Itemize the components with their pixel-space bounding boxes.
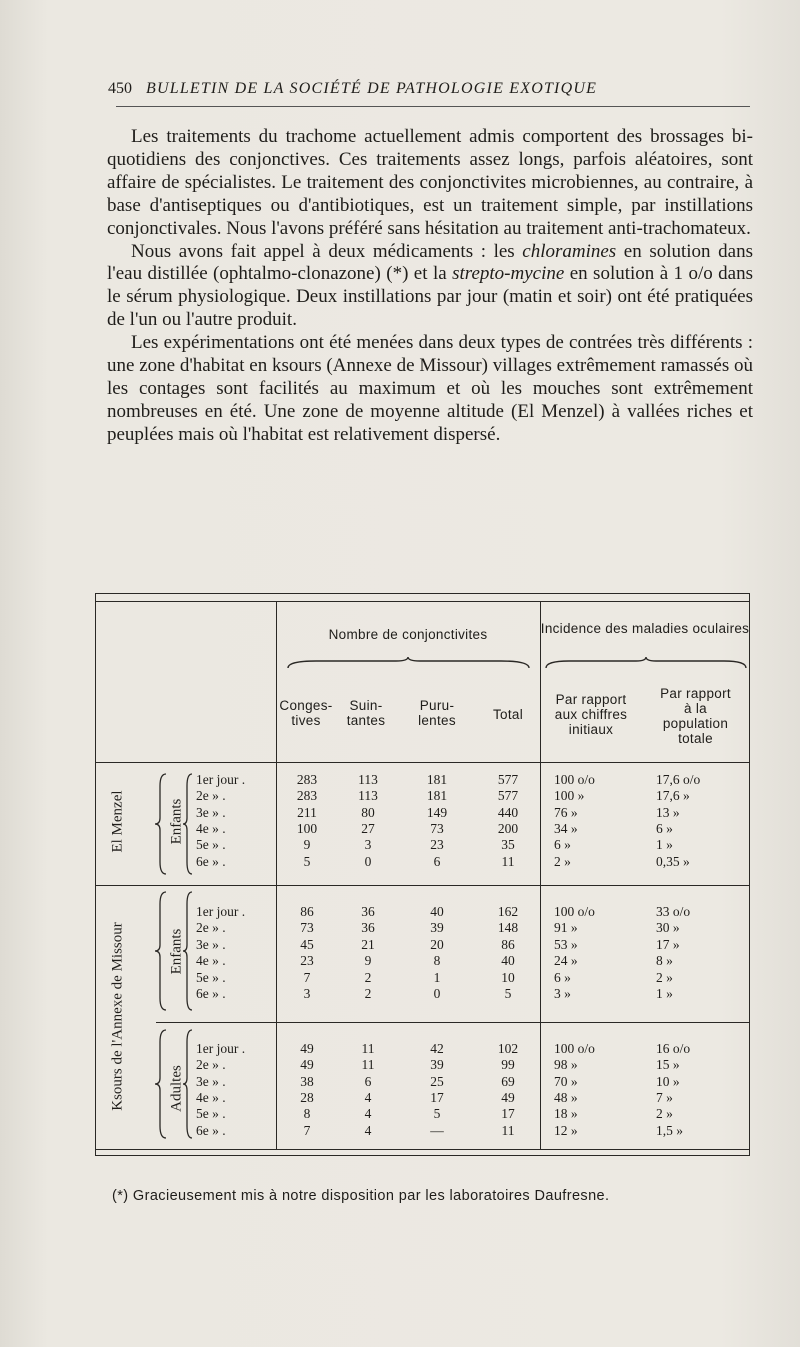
cell-puru: 39 bbox=[430, 1057, 444, 1072]
sublabel-enfants-2: Enfants bbox=[168, 928, 185, 975]
cell-conges: 38 bbox=[300, 1074, 314, 1089]
cell-conges: 28 bbox=[300, 1090, 314, 1105]
subsection-rule bbox=[156, 1022, 749, 1023]
cell-population: 1,5 » bbox=[656, 1123, 683, 1138]
day-label: 5e » . bbox=[196, 970, 226, 985]
section-label-el-menzel: El Menzel bbox=[109, 790, 126, 853]
cell-suin: 4 bbox=[364, 1123, 372, 1138]
cell-puru: 181 bbox=[426, 788, 448, 803]
cell-total: 5 bbox=[504, 986, 512, 1001]
cell-population: 17 » bbox=[656, 937, 680, 952]
italic-term: strepto-mycine bbox=[452, 263, 565, 285]
journal-title: BULLETIN DE LA SOCIÉTÉ DE PATHOLOGIE EXOTIQUE bbox=[146, 80, 598, 97]
cell-puru: 5 bbox=[433, 1106, 441, 1121]
cell-total: 11 bbox=[501, 1123, 515, 1138]
column-rule bbox=[540, 601, 541, 1150]
cell-initiaux: 53 » bbox=[554, 937, 578, 952]
text-run: Les expérimentations ont été menées dans deux types de contrées très différents : une zone d'habitat en ksours (Annexe de Missour) villages extrêmement ramassés où les contages sont facilités au maximum et où les mouches sont extrêmement nombreuses en été. Une zone de moyenne altitude (El Menzel) à vallées riches et peuplées mais où l'habitat est relativement dispersé. bbox=[107, 332, 753, 445]
cell-population: 0,35 » bbox=[656, 854, 690, 869]
cell-initiaux: 100 o/o bbox=[554, 904, 595, 919]
cell-suin: 113 bbox=[358, 788, 378, 803]
cell-suin: 36 bbox=[361, 904, 375, 919]
column-rule bbox=[276, 601, 277, 1150]
cell-suin: 4 bbox=[364, 1090, 372, 1105]
cell-initiaux: 6 » bbox=[554, 837, 571, 852]
cell-conges: 9 bbox=[303, 837, 311, 852]
cell-puru: 23 bbox=[430, 837, 444, 852]
sublabel-enfants-1: Enfants bbox=[168, 798, 185, 845]
day-label: 5e » . bbox=[196, 1106, 226, 1121]
cell-suin: 11 bbox=[361, 1057, 375, 1072]
brace-section1-inner bbox=[182, 772, 194, 876]
cell-suin: 2 bbox=[364, 986, 372, 1001]
day-label: 3e » . bbox=[196, 805, 226, 820]
cell-puru: 39 bbox=[430, 920, 444, 935]
cell-population: 2 » bbox=[656, 1106, 673, 1121]
cell-suin: 113 bbox=[358, 772, 378, 787]
cell-puru: — bbox=[430, 1123, 444, 1138]
italic-term: chloramines bbox=[522, 240, 617, 262]
cell-suin: 0 bbox=[364, 854, 372, 869]
cell-conges: 3 bbox=[303, 986, 311, 1001]
cell-population: 17,6 » bbox=[656, 788, 690, 803]
paragraph bbox=[107, 332, 753, 447]
cell-suin: 3 bbox=[364, 837, 372, 852]
cell-initiaux: 2 » bbox=[554, 854, 571, 869]
text-run: en solution à 1 o/o dans le sérum physiologique. Deux instillations par jour (matin et soir) ont été pratiquées de l'un ou l'autre produit. bbox=[107, 263, 753, 331]
cell-puru: 181 bbox=[426, 772, 448, 787]
day-label: 1er jour . bbox=[196, 772, 246, 787]
cell-population: 1 » bbox=[656, 837, 673, 852]
cell-initiaux: 24 » bbox=[554, 953, 578, 968]
cell-population: 1 » bbox=[656, 986, 673, 1001]
section-rule bbox=[96, 885, 749, 886]
cell-puru: 6 bbox=[433, 854, 441, 869]
cell-total: 99 bbox=[501, 1057, 515, 1072]
cell-puru: 73 bbox=[430, 821, 444, 836]
table-inner-top-rule bbox=[96, 601, 749, 602]
cell-total: 102 bbox=[497, 1041, 519, 1056]
cell-conges: 211 bbox=[297, 805, 317, 820]
day-label: 3e » . bbox=[196, 1074, 226, 1089]
day-label: 4e » . bbox=[196, 1090, 226, 1105]
paragraph bbox=[107, 241, 753, 333]
cell-suin: 4 bbox=[364, 1106, 372, 1121]
day-label: 4e » . bbox=[196, 953, 226, 968]
cell-population: 30 » bbox=[656, 920, 680, 935]
cell-suin: 11 bbox=[361, 1041, 375, 1056]
cell-conges: 45 bbox=[300, 937, 314, 952]
cell-total: 11 bbox=[501, 854, 515, 869]
cell-population: 33 o/o bbox=[656, 904, 691, 919]
cell-conges: 73 bbox=[300, 920, 314, 935]
cell-suin: 6 bbox=[364, 1074, 372, 1089]
cell-suin: 9 bbox=[364, 953, 372, 968]
cell-conges: 100 bbox=[296, 821, 318, 836]
cell-total: 86 bbox=[501, 937, 515, 952]
cell-initiaux: 6 » bbox=[554, 970, 571, 985]
day-label: 4e » . bbox=[196, 821, 226, 836]
text-run: Les traitements du trachome actuellement admis comportent des brossages bi-quotidiens des conjonctives. Ces traitements assez longs, parfois aléatoires, sont affaire de spécialistes. Le traitement des conjonctivites microbiennes, au contraire, à base d'antiseptiques ou d'antibiotiques, est un traitement simple, par instillations conjonctivales. Nous l'avons préféré sans hésitation au traitement anti-trachomateux. bbox=[107, 126, 753, 239]
cell-conges: 86 bbox=[300, 904, 314, 919]
cell-conges: 8 bbox=[303, 1106, 311, 1121]
cell-puru: 1 bbox=[433, 970, 441, 985]
cell-suin: 27 bbox=[361, 821, 375, 836]
brace-section2-outer bbox=[154, 890, 168, 1012]
cell-total: 200 bbox=[497, 821, 519, 836]
day-label: 3e » . bbox=[196, 937, 226, 952]
running-header bbox=[108, 80, 748, 98]
cell-population: 10 » bbox=[656, 1074, 680, 1089]
cell-initiaux: 3 » bbox=[554, 986, 571, 1001]
cell-conges: 49 bbox=[300, 1041, 314, 1056]
cell-conges: 7 bbox=[303, 1123, 311, 1138]
cell-initiaux: 98 » bbox=[554, 1057, 578, 1072]
cell-total: 17 bbox=[501, 1106, 515, 1121]
cell-initiaux: 70 » bbox=[554, 1074, 578, 1089]
day-label: 1er jour . bbox=[196, 904, 246, 919]
day-label: 5e » . bbox=[196, 837, 226, 852]
header-rule bbox=[116, 106, 750, 107]
cell-population: 16 o/o bbox=[656, 1041, 691, 1056]
col-header-rapport-initiaux: Par rapport aux chiffres initiaux bbox=[554, 692, 628, 737]
cell-total: 577 bbox=[497, 788, 519, 803]
cell-initiaux: 100 o/o bbox=[554, 1041, 595, 1056]
cell-conges: 23 bbox=[300, 953, 314, 968]
cell-population: 2 » bbox=[656, 970, 673, 985]
brace-section3-outer bbox=[154, 1028, 168, 1140]
brace-section2-inner bbox=[182, 890, 194, 1012]
page-number: 450 bbox=[108, 80, 132, 97]
paragraph bbox=[107, 126, 753, 241]
text-run: Nous avons fait appel à deux médicaments : les bbox=[131, 240, 523, 262]
cell-conges: 283 bbox=[296, 788, 318, 803]
footnote: (*) Gracieusement mis à notre disposition par les laboratoires Daufresne. bbox=[112, 1188, 610, 1204]
cell-total: 440 bbox=[497, 805, 519, 820]
day-label: 1er jour . bbox=[196, 1041, 246, 1056]
cell-total: 10 bbox=[501, 970, 515, 985]
cell-puru: 20 bbox=[430, 937, 444, 952]
cell-puru: 25 bbox=[430, 1074, 444, 1089]
body-text bbox=[107, 126, 753, 447]
cell-total: 148 bbox=[497, 920, 519, 935]
cell-population: 8 » bbox=[656, 953, 673, 968]
cell-initiaux: 48 » bbox=[554, 1090, 578, 1105]
col-header-total: Total bbox=[492, 707, 524, 722]
cell-population: 7 » bbox=[656, 1090, 673, 1105]
day-label: 6e » . bbox=[196, 854, 226, 869]
table-inner-bottom-rule bbox=[96, 1149, 749, 1150]
cell-conges: 7 bbox=[303, 970, 311, 985]
cell-population: 15 » bbox=[656, 1057, 680, 1072]
cell-total: 49 bbox=[501, 1090, 515, 1105]
cell-puru: 17 bbox=[430, 1090, 444, 1105]
cell-conges: 5 bbox=[303, 854, 311, 869]
cell-total: 69 bbox=[501, 1074, 515, 1089]
cell-puru: 8 bbox=[433, 953, 441, 968]
cell-population: 6 » bbox=[656, 821, 673, 836]
cell-suin: 2 bbox=[364, 970, 372, 985]
day-label: 2e » . bbox=[196, 920, 226, 935]
cell-population: 13 » bbox=[656, 805, 680, 820]
cell-population: 17,6 o/o bbox=[656, 772, 701, 787]
section-label-missour: Ksours de l'Annexe de Missour bbox=[109, 922, 126, 1111]
cell-total: 162 bbox=[497, 904, 519, 919]
brace-section3-inner bbox=[182, 1028, 194, 1140]
cell-initiaux: 100 o/o bbox=[554, 772, 595, 787]
group-header-conjonctivites: Nombre de conjonctivites bbox=[328, 627, 488, 642]
cell-initiaux: 12 » bbox=[554, 1123, 578, 1138]
day-label: 2e » . bbox=[196, 788, 226, 803]
cell-initiaux: 18 » bbox=[554, 1106, 578, 1121]
cell-initiaux: 91 » bbox=[554, 920, 578, 935]
day-label: 6e » . bbox=[196, 1123, 226, 1138]
cell-total: 40 bbox=[501, 953, 515, 968]
results-table bbox=[95, 593, 750, 1156]
cell-suin: 36 bbox=[361, 920, 375, 935]
brace-left bbox=[286, 656, 531, 670]
cell-puru: 149 bbox=[426, 805, 448, 820]
brace-section1-outer bbox=[154, 772, 168, 876]
cell-conges: 283 bbox=[296, 772, 318, 787]
cell-puru: 42 bbox=[430, 1041, 444, 1056]
cell-total: 577 bbox=[497, 772, 519, 787]
cell-initiaux: 34 » bbox=[554, 821, 578, 836]
col-header-purulentes: Puru- lentes bbox=[418, 698, 456, 728]
cell-total: 35 bbox=[501, 837, 515, 852]
cell-suin: 80 bbox=[361, 805, 375, 820]
day-label: 6e » . bbox=[196, 986, 226, 1001]
cell-puru: 0 bbox=[433, 986, 441, 1001]
cell-conges: 49 bbox=[300, 1057, 314, 1072]
col-header-suintantes: Suin- tantes bbox=[346, 698, 386, 728]
text-run: en solution dans l'eau distillée (ophtalmo-clonazone) (*) et la bbox=[107, 240, 753, 285]
cell-initiaux: 100 » bbox=[554, 788, 585, 803]
group-header-incidence: Incidence des maladies oculaires bbox=[540, 621, 750, 636]
cell-initiaux: 76 » bbox=[554, 805, 578, 820]
cell-suin: 21 bbox=[361, 937, 375, 952]
sublabel-adultes: Adultes bbox=[168, 1065, 185, 1112]
header-bottom-rule bbox=[96, 762, 749, 763]
cell-puru: 40 bbox=[430, 904, 444, 919]
brace-right bbox=[544, 656, 748, 670]
day-label: 2e » . bbox=[196, 1057, 226, 1072]
col-header-rapport-population: Par rapport à la population totale bbox=[660, 686, 731, 746]
col-header-congestives: Conges- tives bbox=[279, 698, 333, 728]
